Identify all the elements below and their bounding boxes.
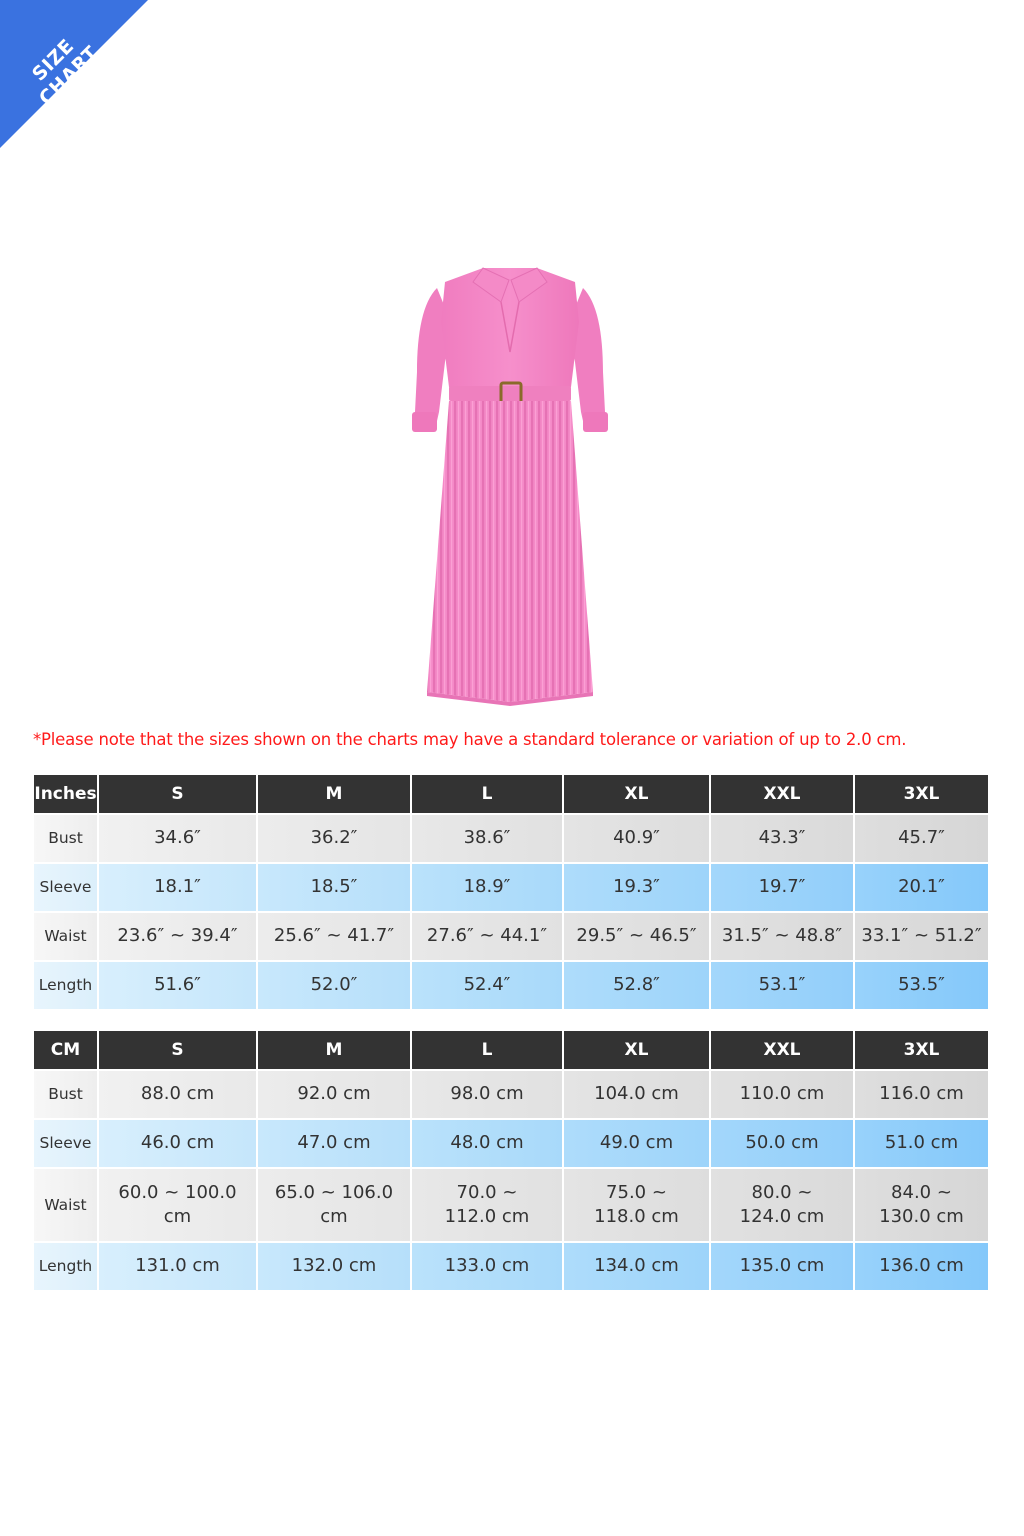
- table-cell: 104.0 cm: [564, 1071, 709, 1118]
- table-cell: 53.5″: [855, 962, 988, 1009]
- table-cell: 92.0 cm: [258, 1071, 410, 1118]
- table-cell: 40.9″: [564, 815, 709, 862]
- table-cell: 43.3″: [711, 815, 853, 862]
- table-cell: 133.0 cm: [412, 1243, 562, 1290]
- product-image-dress: [405, 262, 615, 708]
- table-cell: 52.0″: [258, 962, 410, 1009]
- table-cell: 60.0 ~ 100.0 cm: [99, 1169, 256, 1241]
- size-header-xxl: XXL: [711, 775, 853, 813]
- table-cell: 47.0 cm: [258, 1120, 410, 1167]
- size-header-xxl: XXL: [711, 1031, 853, 1069]
- table-cell: 27.6″ ~ 44.1″: [412, 913, 562, 960]
- table-cell: 19.3″: [564, 864, 709, 911]
- size-header-s: S: [99, 775, 256, 813]
- row-label-length: Length: [34, 962, 97, 1009]
- table-cell: 80.0 ~ 124.0 cm: [711, 1169, 853, 1241]
- size-header-3xl: 3XL: [855, 1031, 988, 1069]
- table-cell: 65.0 ~ 106.0 cm: [258, 1169, 410, 1241]
- table-cell: 49.0 cm: [564, 1120, 709, 1167]
- unit-header: Inches: [34, 775, 97, 813]
- size-header-xl: XL: [564, 1031, 709, 1069]
- size-header-l: L: [412, 1031, 562, 1069]
- table-cell: 75.0 ~ 118.0 cm: [564, 1169, 709, 1241]
- table-cell: 29.5″ ~ 46.5″: [564, 913, 709, 960]
- size-chart-badge-label: SIZE CHART: [27, 34, 103, 110]
- table-cell: 51.0 cm: [855, 1120, 988, 1167]
- table-cell: 136.0 cm: [855, 1243, 988, 1290]
- row-label-bust: Bust: [34, 815, 97, 862]
- table-cell: 116.0 cm: [855, 1071, 988, 1118]
- size-header-3xl: 3XL: [855, 775, 988, 813]
- table-cell: 31.5″ ~ 48.8″: [711, 913, 853, 960]
- table-cell: 48.0 cm: [412, 1120, 562, 1167]
- size-header-m: M: [258, 1031, 410, 1069]
- table-cell: 131.0 cm: [99, 1243, 256, 1290]
- table-cell: 50.0 cm: [711, 1120, 853, 1167]
- table-cell: 134.0 cm: [564, 1243, 709, 1290]
- row-label-waist: Waist: [34, 1169, 97, 1241]
- table-cell: 132.0 cm: [258, 1243, 410, 1290]
- size-header-m: M: [258, 775, 410, 813]
- table-cell: 38.6″: [412, 815, 562, 862]
- table-cell: 36.2″: [258, 815, 410, 862]
- row-label-bust: Bust: [34, 1071, 97, 1118]
- table-cell: 98.0 cm: [412, 1071, 562, 1118]
- size-header-s: S: [99, 1031, 256, 1069]
- row-label-length: Length: [34, 1243, 97, 1290]
- row-label-sleeve: Sleeve: [34, 1120, 97, 1167]
- unit-header: CM: [34, 1031, 97, 1069]
- table-cell: 46.0 cm: [99, 1120, 256, 1167]
- table-cell: 34.6″: [99, 815, 256, 862]
- table-cell: 52.8″: [564, 962, 709, 1009]
- row-label-waist: Waist: [34, 913, 97, 960]
- table-cell: 25.6″ ~ 41.7″: [258, 913, 410, 960]
- table-cell: 53.1″: [711, 962, 853, 1009]
- table-cell: 84.0 ~ 130.0 cm: [855, 1169, 988, 1241]
- size-header-xl: XL: [564, 775, 709, 813]
- table-cell: 88.0 cm: [99, 1071, 256, 1118]
- size-table-inches: [34, 775, 990, 1009]
- size-tolerance-note: *Please note that the sizes shown on the charts may have a standard tolerance or variation of up to 2.0 cm.: [33, 730, 907, 749]
- size-table-cm: [34, 1031, 990, 1290]
- table-cell: 18.1″: [99, 864, 256, 911]
- table-cell: 110.0 cm: [711, 1071, 853, 1118]
- table-cell: 135.0 cm: [711, 1243, 853, 1290]
- table-cell: 70.0 ~ 112.0 cm: [412, 1169, 562, 1241]
- table-cell: 52.4″: [412, 962, 562, 1009]
- size-header-l: L: [412, 775, 562, 813]
- table-cell: 51.6″: [99, 962, 256, 1009]
- table-cell: 33.1″ ~ 51.2″: [855, 913, 988, 960]
- table-cell: 19.7″: [711, 864, 853, 911]
- row-label-sleeve: Sleeve: [34, 864, 97, 911]
- table-cell: 18.9″: [412, 864, 562, 911]
- table-cell: 20.1″: [855, 864, 988, 911]
- table-cell: 23.6″ ~ 39.4″: [99, 913, 256, 960]
- table-cell: 45.7″: [855, 815, 988, 862]
- dress-illustration: [405, 262, 615, 708]
- table-cell: 18.5″: [258, 864, 410, 911]
